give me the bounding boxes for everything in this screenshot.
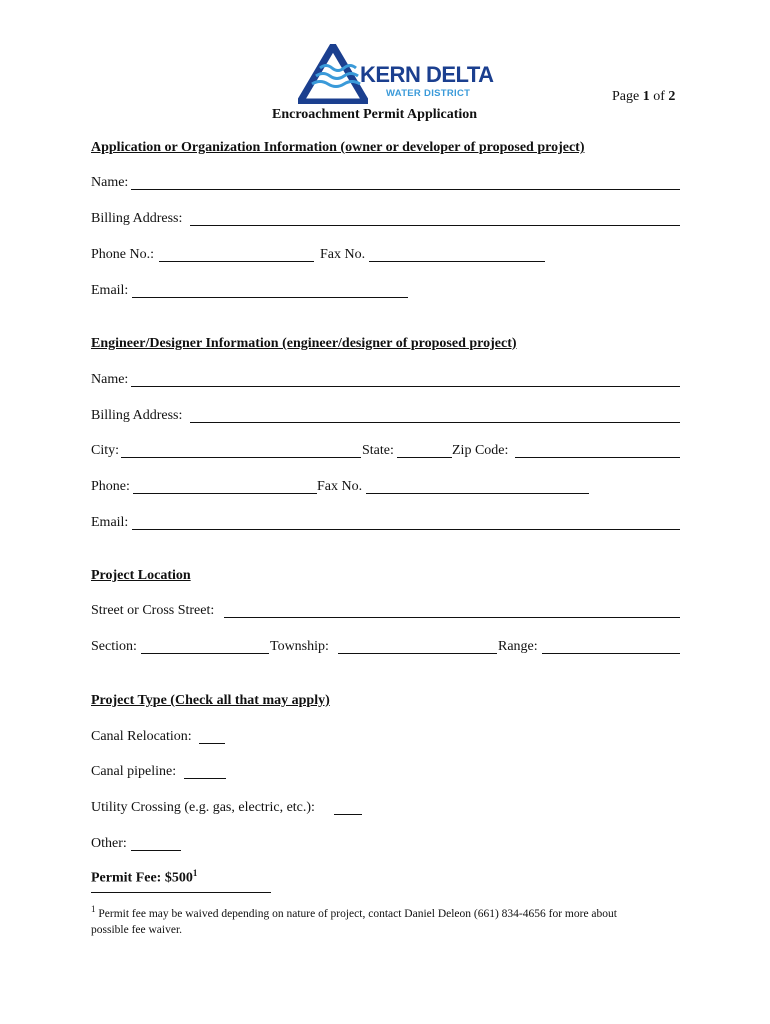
page-number: 1 <box>642 89 650 104</box>
project-type-heading: Project Type (Check all that may apply) <box>91 693 330 708</box>
location-street-field[interactable] <box>224 617 680 618</box>
applicant-phone-fax-row <box>91 247 551 265</box>
engineer-name-label: Name: <box>91 372 129 387</box>
engineer-billing-field[interactable] <box>190 422 680 423</box>
page-label: Page <box>612 89 640 104</box>
engineer-zip-field[interactable] <box>515 457 680 458</box>
applicant-phone-field[interactable] <box>159 261 314 262</box>
permit-fee-footnote-mark: 1 <box>192 868 198 878</box>
page-title: Encroachment Permit Application <box>272 107 478 122</box>
engineer-state-field[interactable] <box>397 457 452 458</box>
logo-name: KERN DELTA <box>360 62 494 87</box>
canal-pipeline-label: Canal pipeline: <box>91 764 177 779</box>
applicant-email-field[interactable] <box>132 297 408 298</box>
canal-pipeline-checkbox[interactable] <box>184 778 226 779</box>
engineer-phone-field[interactable] <box>133 493 317 494</box>
applicant-name-label: Name: <box>91 175 129 190</box>
utility-crossing-row <box>91 800 371 818</box>
canal-pipeline-row <box>91 764 231 782</box>
engineer-fax-field[interactable] <box>366 493 589 494</box>
canal-relocation-checkbox[interactable] <box>199 743 225 744</box>
engineer-city-field[interactable] <box>121 457 361 458</box>
other-row <box>91 836 191 854</box>
location-street-label: Street or Cross Street: <box>91 603 215 618</box>
engineer-city-label: City: <box>91 443 120 458</box>
permit-fee-label: Permit Fee: $500 <box>91 870 193 886</box>
other-label: Other: <box>91 836 127 851</box>
page-total: 2 <box>668 89 676 104</box>
location-section-row <box>91 639 681 657</box>
applicant-billing-label: Billing Address: <box>91 211 183 226</box>
page-indicator <box>612 89 675 105</box>
engineer-zip-label: Zip Code: <box>452 443 509 458</box>
permit-fee <box>91 865 197 887</box>
location-heading: Project Location <box>91 568 191 583</box>
footnote-mark: 1 <box>91 904 96 914</box>
utility-crossing-label: Utility Crossing (e.g. gas, electric, etc.): <box>91 800 315 815</box>
location-range-label: Range: <box>498 639 538 654</box>
utility-crossing-checkbox[interactable] <box>334 814 362 815</box>
engineer-fax-label: Fax No. <box>317 479 363 494</box>
footnote-divider <box>91 892 271 893</box>
applicant-name-field[interactable] <box>131 189 680 190</box>
location-section-label: Section: <box>91 639 137 654</box>
engineer-name-row <box>91 372 681 390</box>
engineer-billing-label: Billing Address: <box>91 408 183 423</box>
applicant-fax-label: Fax No. <box>320 247 366 262</box>
engineer-email-field[interactable] <box>132 529 680 530</box>
engineer-email-label: Email: <box>91 515 129 530</box>
other-field[interactable] <box>131 850 181 851</box>
applicant-fax-field[interactable] <box>369 261 545 262</box>
location-township-label: Township: <box>270 639 329 654</box>
footnote <box>91 901 691 938</box>
page-of-label: of <box>653 89 665 104</box>
applicant-billing-field[interactable] <box>190 225 680 226</box>
applicant-email-label: Email: <box>91 283 129 298</box>
logo-triangle-icon <box>298 44 368 104</box>
engineer-email-row <box>91 515 681 533</box>
kern-delta-logo <box>298 44 494 104</box>
footnote-text-line2: possible fee waiver. <box>91 923 183 936</box>
engineer-heading: Engineer/Designer Information (engineer/designer of proposed project) <box>91 336 517 351</box>
canal-relocation-label: Canal Relocation: <box>91 729 192 744</box>
footnote-text-line1: Permit fee may be waived depending on nature of project, contact Daniel Deleon (661) 834-4656 for more about <box>95 907 617 920</box>
applicant-email-row <box>91 283 411 301</box>
location-street-row <box>91 603 681 621</box>
logo-subname: WATER DISTRICT <box>386 88 471 99</box>
applicant-billing-row <box>91 211 681 229</box>
location-section-field[interactable] <box>141 653 269 654</box>
engineer-name-field[interactable] <box>131 386 680 387</box>
engineer-city-row <box>91 443 681 461</box>
canal-relocation-row <box>91 729 231 747</box>
engineer-billing-row <box>91 408 681 426</box>
location-range-field[interactable] <box>542 653 680 654</box>
engineer-phone-label: Phone: <box>91 479 130 494</box>
applicant-name-row <box>91 175 681 193</box>
engineer-state-label: State: <box>362 443 394 458</box>
applicant-phone-label: Phone No.: <box>91 247 154 262</box>
location-township-field[interactable] <box>338 653 497 654</box>
applicant-heading: Application or Organization Information (owner or developer of proposed project) <box>91 140 585 155</box>
engineer-phone-fax-row <box>91 479 591 497</box>
